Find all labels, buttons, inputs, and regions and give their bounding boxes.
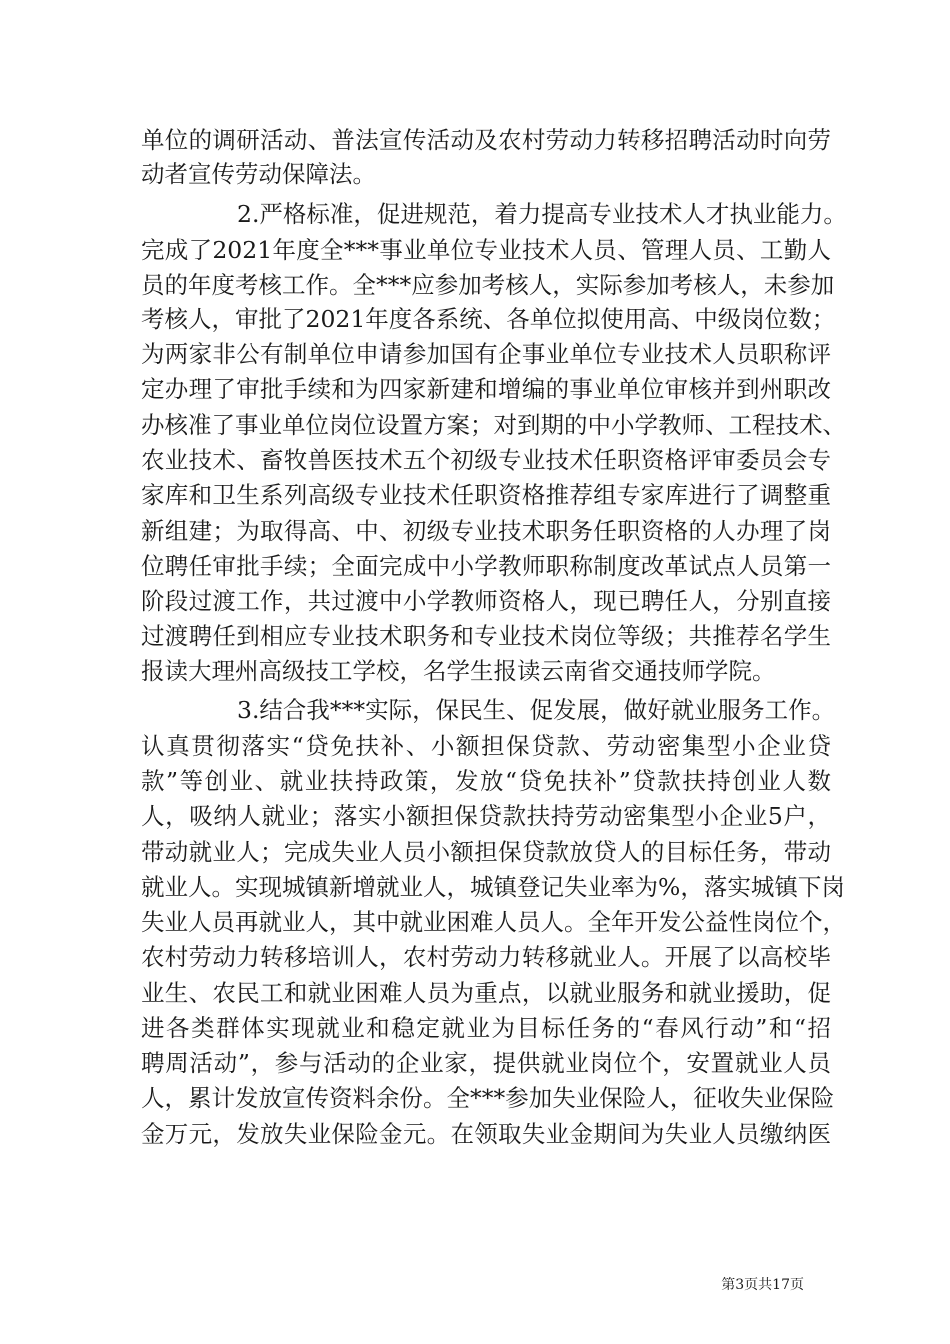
body-line: 定办理了审批手续和为四家新建和增编的事业单位审核并到州职改 (141, 375, 831, 403)
body-line: 考核人，审批了2021年度各系统、各单位拟使用高、中级岗位数； (141, 305, 836, 333)
body-line: 家库和卫生系列高级专业技术任职资格推荐组专家库进行了调整重 (141, 481, 831, 509)
body-line: 阶段过渡工作，共过渡中小学教师资格人，现已聘任人，分别直接 (141, 587, 831, 615)
body-line: 农业技术、畜牧兽医技术五个初级专业技术任职资格评审委员会专 (141, 446, 831, 474)
body-line: 动者宣传劳动保障法。 (141, 160, 376, 188)
body-line: 认真贯彻落实“贷免扶补、小额担保贷款、劳动密集型小企业贷 (141, 732, 831, 760)
page-number: 第3页共17页 (721, 1277, 804, 1293)
body-line: 过渡聘任到相应专业技术职务和专业技术岗位等级；共推荐名学生 (141, 622, 831, 650)
body-line: 为两家非公有制单位申请参加国有企事业单位专业技术人员职称评 (141, 340, 831, 368)
body-line: 业生、农民工和就业困难人员为重点，以就业服务和就业援助，促 (141, 979, 831, 1007)
body-line: 位聘任审批手续；全面完成中小学教师职称制度改革试点人员第一 (141, 552, 831, 580)
body-line: 进各类群体实现就业和稳定就业为目标任务的“春风行动”和“招 (141, 1014, 831, 1042)
body-line: 新组建；为取得高、中、初级专业技术职务任职资格的人办理了岗 (141, 517, 831, 545)
body-line: 农村劳动力转移培训人，农村劳动力转移就业人。开展了以高校毕 (141, 943, 831, 971)
body-line: 单位的调研活动、普法宣传活动及农村劳动力转移招聘活动时向劳 (141, 126, 831, 154)
body-line: 款”等创业、就业扶持政策，发放“贷免扶补”贷款扶持创业人数 (141, 767, 831, 795)
body-line: 人，累计发放宣传资料余份。全***参加失业保险人，征收失业保险 (141, 1084, 835, 1112)
body-line: 失业人员再就业人，其中就业困难人员人。全年开发公益性岗位个， (141, 908, 846, 936)
section-heading-3: 3.结合我***实际，保民生、促发展，做好就业服务工作。 (237, 696, 836, 724)
body-line: 完成了2021年度全***事业单位专业技术人员、管理人员、工勤人 (141, 236, 831, 264)
section-heading-2: 2.严格标准，促进规范，着力提高专业技术人才执业能力。 (237, 200, 847, 228)
body-line: 办核准了事业单位岗位设置方案；对到期的中小学教师、工程技术、 (141, 411, 846, 439)
body-line: 聘周活动”，参与活动的企业家，提供就业岗位个，安置就业人员 (141, 1049, 831, 1077)
body-line: 金万元，发放失业保险金元。在领取失业金期间为失业人员缴纳医 (141, 1120, 831, 1148)
body-line: 报读大理州高级技工学校，名学生报读云南省交通技师学院。 (141, 657, 776, 685)
body-line: 带动就业人；完成失业人员小额担保贷款放贷人的目标任务，带动 (141, 838, 831, 866)
body-line: 人，吸纳人就业；落实小额担保贷款扶持劳动密集型小企业5户， (141, 802, 831, 830)
body-line: 就业人。实现城镇新增就业人，城镇登记失业率为%，落实城镇下岗 (141, 873, 845, 901)
body-line: 员的年度考核工作。全***应参加考核人，实际参加考核人，未参加 (141, 271, 835, 299)
